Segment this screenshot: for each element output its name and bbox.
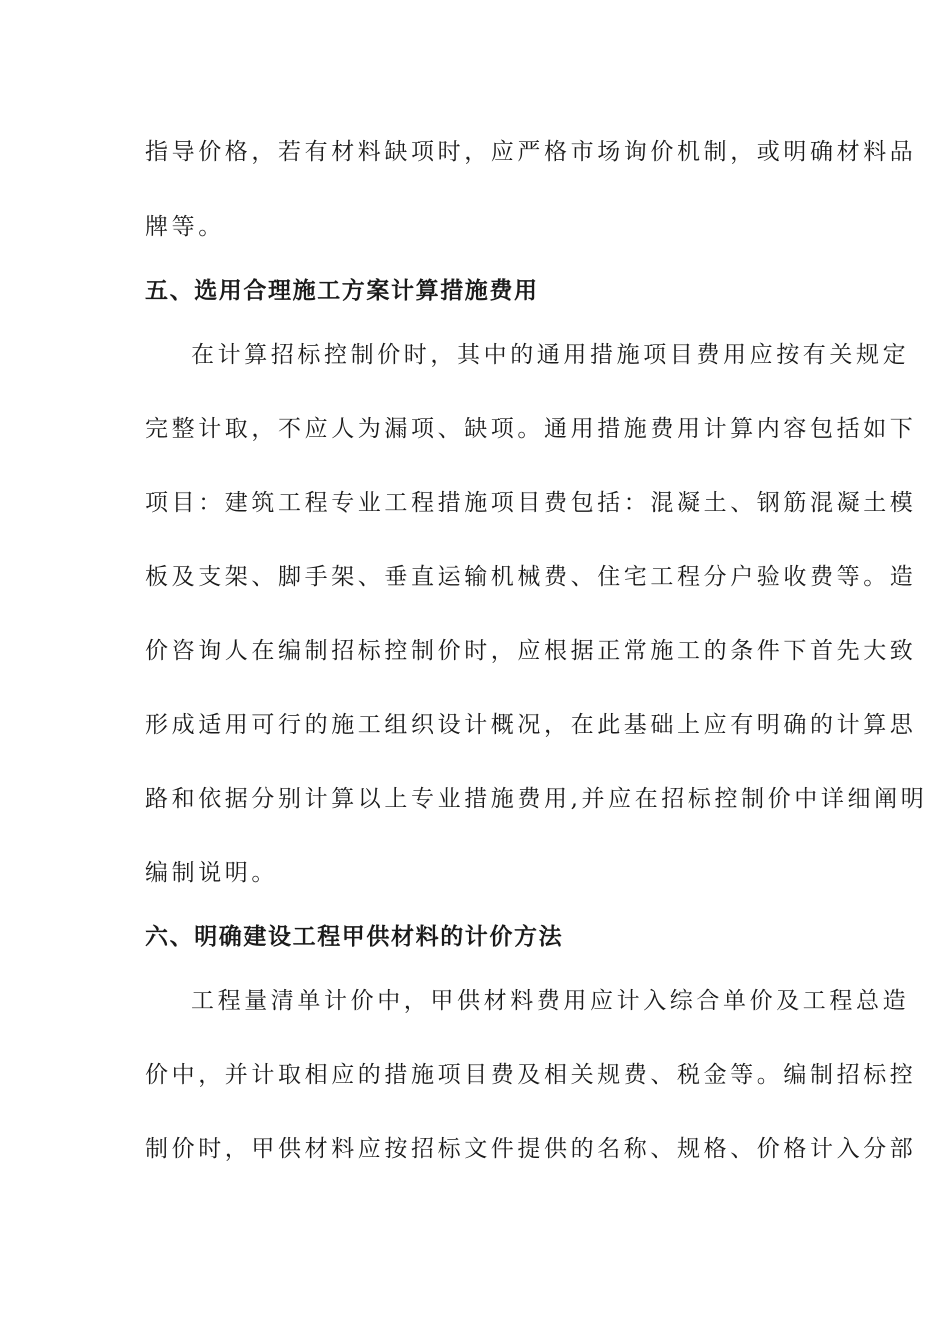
paragraph-2-line-6: 形成适用可行的施工组织设计概况，在此基础上应有明确的计算思 (145, 712, 917, 738)
section-6-heading: 六、明确建设工程甲供材料的计价方法 (145, 923, 564, 950)
paragraph-2-line-4: 板及支架、脚手架、垂直运输机械费、住宅工程分户验收费等。造 (145, 564, 917, 590)
paragraph-3-line-3: 制价时，甲供材料应按招标文件提供的名称、规格、价格计入分部 (145, 1136, 917, 1162)
paragraph-2-line-1: 在计算招标控制价时，其中的通用措施项目费用应按有关规定 (191, 342, 910, 368)
paragraph-2-line-2: 完整计取，不应人为漏项、缺项。通用措施费用计算内容包括如下 (145, 416, 917, 442)
paragraph-1-line-1: 指导价格，若有材料缺项时，应严格市场询价机制，或明确材料品 (145, 139, 917, 165)
section-5-heading: 五、选用合理施工方案计算措施费用 (145, 277, 539, 304)
paragraph-2-line-5: 价咨询人在编制招标控制价时，应根据正常施工的条件下首先大致 (145, 638, 917, 664)
paragraph-3-line-2: 价中，并计取相应的措施项目费及相关规费、税金等。编制招标控 (145, 1062, 917, 1088)
paragraph-1-line-2: 牌等。 (145, 214, 225, 240)
paragraph-2-line-8: 编制说明。 (145, 860, 278, 886)
paragraph-2-line-3: 项目：建筑工程专业工程措施项目费包括：混凝土、钢筋混凝土模 (145, 490, 917, 516)
paragraph-3-line-1: 工程量清单计价中，甲供材料费用应计入综合单价及工程总造 (191, 988, 910, 1014)
paragraph-2-line-7: 路和依据分别计算以上专业措施费用,并应在招标控制价中详细阐明 (145, 786, 928, 812)
